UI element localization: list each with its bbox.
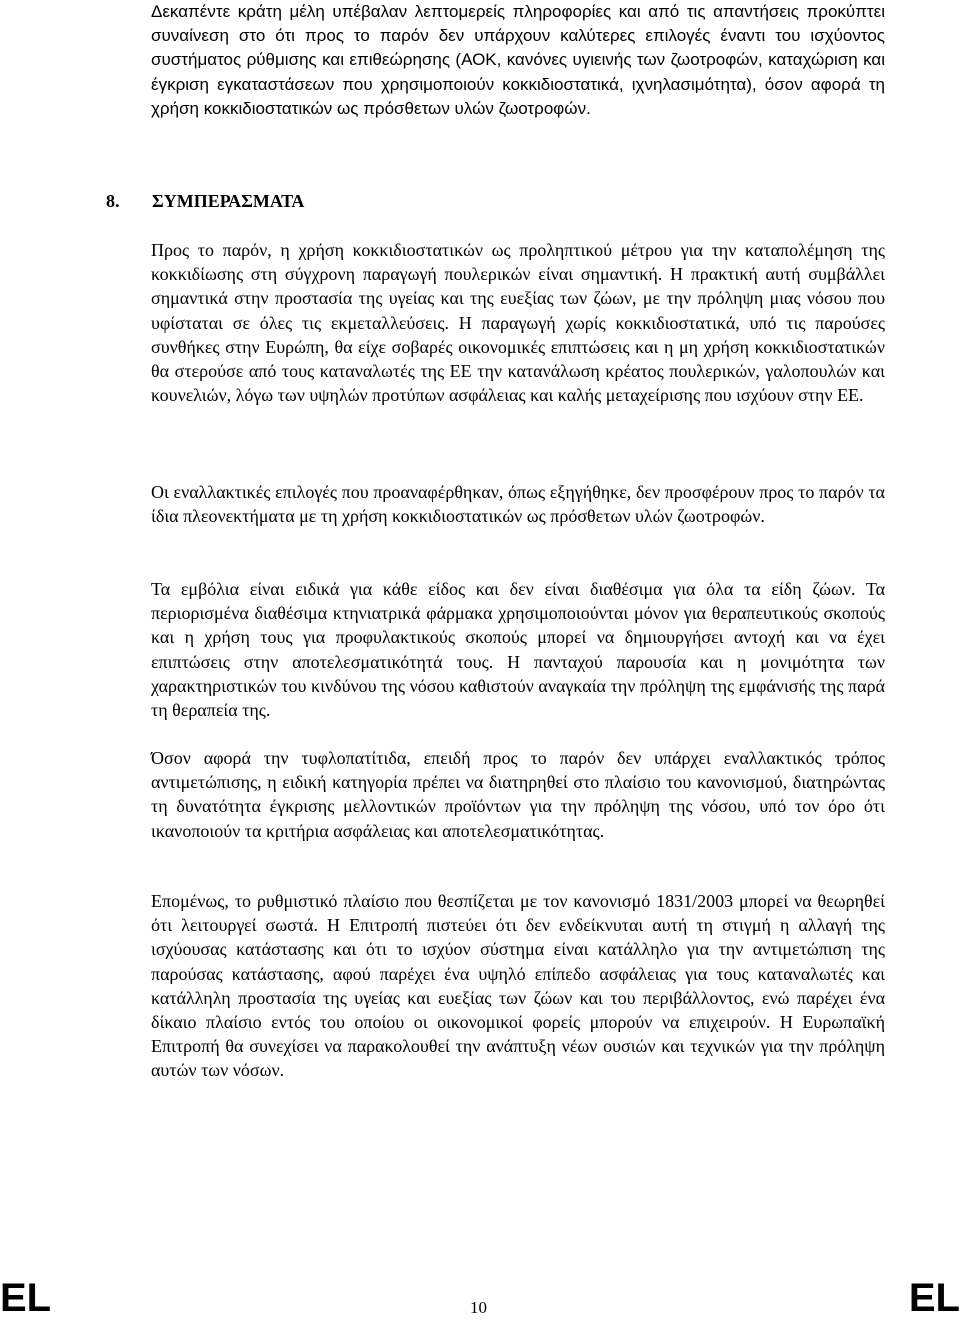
section-number: 8. — [106, 191, 120, 211]
body-paragraph: Τα εμβόλια είναι ειδικά για κάθε είδος και δεν είναι διαθέσιμα για όλα τα είδη ζώων. Τα περιορισμένα διαθέσιμα κτηνιατρικά φάρμακα χρησιμοποιούνται μόνον για θεραπευτικούς σκοπούς και η χρήση τους για προφυλακτικούς σκοπούς μπορεί να δημιουργήσει αντοχή και να έχει επιπτώσεις στην αποτελεσματικότητά τους. Η πανταχού παρουσία και η μονιμότητα των χαρακτηριστικών του κινδύνου της νόσου καθιστούν αναγκαία την πρόληψη της εμφάνισής της παρά τη θεραπεία της. — [151, 579, 885, 721]
body-paragraph: Προς το παρόν, η χρήση κοκκιδιοστατικών ως προληπτικού μέτρου για την καταπολέμηση της κοκκιδίωσης στη σύγχρονη παραγωγή πουλερικών είναι σημαντική. Η πρακτική αυτή συμβάλλει σημαντικά στην προστασία της υγείας και της ευεξίας των ζώων, με την πρόληψη μιας νόσου που υφίσταται σε όλες τις εκμεταλλεύσεις. Η παραγωγή χωρίς κοκκιδιοστατικά, υπό τις παρούσες συνθήκες στην Ευρώπη, θα είχε σοβαρές οικονομικές επιπτώσεις και η μη χρήση κοκκιδιοστατικών θα στερούσε από τους καταναλωτές της ΕΕ την κατανάλωση κρέατος πουλερικών, γαλοπουλών και κουνελιών, λόγω των υψηλών προτύπων ασφάλειας και καλής μεταχείρισης που ισχύουν στην ΕΕ. — [151, 240, 885, 406]
body-paragraph: Όσον αφορά την τυφλοπατίτιδα, επειδή προς το παρόν δεν υπάρχει εναλλακτικός τρόπος αντιμετώπισης, η ειδική κατηγορία πρέπει να διατηρηθεί στο πλαίσιο του κανονισμού, διατηρώντας τη δυνατότητα έγκρισης μελλοντικών προϊόντων για την πρόληψη της νόσου, υπό τον όρο ότι ικανοποιούν τα κριτήρια ασφάλειας και αποτελεσματικότητας. — [151, 748, 885, 841]
page-number: 10 — [470, 1298, 487, 1317]
body-paragraph: Επομένως, το ρυθμιστικό πλαίσιο που θεσπίζεται με τον κανονισμό 1831/2003 μπορεί να θεωρηθεί ότι λειτουργεί σωστά. Η Επιτροπή πιστεύει ότι δεν ενδείκνυται αυτή τη στιγμή η αλλαγή της ισχύουσας κατάστασης και ότι το ισχύον σύστημα είναι κατάλληλο για την αντιμετώπιση της παρούσας κατάστασης, αφού παρέχει ένα υψηλό επίπεδο ασφάλειας για τους καταναλωτές και κατάλληλη προστασία της υγείας και ευεξίας των ζώων και του περιβάλλοντος, ενώ παρέχει ένα δίκαιο πλαίσιο εντός του οποίου οι οικονομικοί φορείς μπορούν να επιχειρούν. Η Ευρωπαϊκή Επιτροπή θα συνεχίσει να παρακολουθεί την ανάπτυξη νέων ουσιών και τεχνικών για την πρόληψη αυτών των νόσων. — [151, 891, 885, 1081]
intro-paragraph: Δεκαπέντε κράτη μέλη υπέβαλαν λεπτομερείς πληροφορίες και από τις απαντήσεις προκύπτει συναίνεση στο ότι προς το παρόν δεν υπάρχουν καλύτερες επιλογές έναντι του ισχύοντος συστήματος ρύθμισης και επιθεώρησης (ΑΟΚ, κανόνες υγιεινής των ζωοτροφών, καταχώριση και έγκριση εγκαταστάσεων που χρησιμοποιούν κοκκιδιοστατικά, ιχνηλασιμότητα), όσον αφορά τη χρήση κοκκιδιοστατικών ως πρόσθετων υλών ζωοτροφών. — [151, 2, 885, 118]
body-paragraph: Οι εναλλακτικές επιλογές που προαναφέρθηκαν, όπως εξηγήθηκε, δεν προσφέρουν προς το παρόν τα ίδια πλεονεκτήματα με τη χρήση κοκκιδιοστατικών ως πρόσθετων υλών ζωοτροφών. — [151, 482, 885, 527]
footer-language-code-right: EL — [908, 1276, 960, 1320]
section-title: ΣΥΜΠΕΡΑΣΜΑΤΑ — [152, 191, 305, 211]
footer-language-code-left: EL — [0, 1276, 52, 1320]
section-heading — [106, 191, 304, 212]
